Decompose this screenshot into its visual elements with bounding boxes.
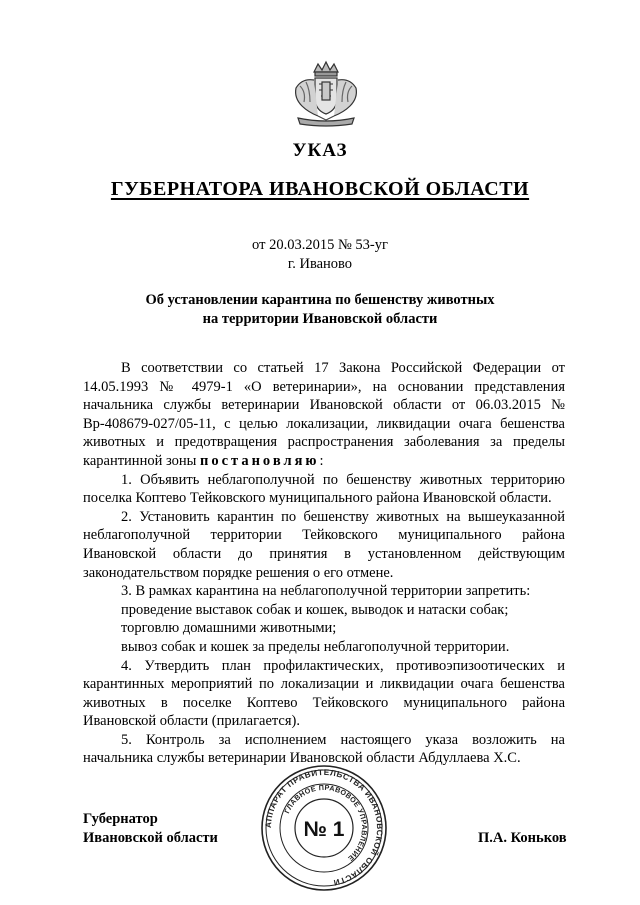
paragraph-2: 2. Установить карантин по бешенству животных на вышеуказанной неблагополучной территории Тейковского муниципального района Ивановской области до принятия в установленном действующим законодательством порядке решения о его отмене. bbox=[83, 508, 565, 581]
signatory-position bbox=[83, 810, 218, 848]
paragraph-1: 1. Объявить неблагополучной по бешенству животных территорию поселка Коптево Тейковского муниципального района Ивановской области. bbox=[83, 471, 565, 507]
decree-city: г. Иваново bbox=[287, 256, 353, 272]
signatory-position-line-2: Ивановской области bbox=[83, 830, 218, 846]
decree-title: УКАЗ bbox=[292, 140, 348, 161]
decree-colon: : bbox=[319, 452, 324, 469]
decree-subject-line-2: на территории Ивановской области bbox=[202, 311, 438, 327]
stamp-number: № 1 bbox=[303, 818, 345, 841]
preamble-paragraph bbox=[83, 359, 565, 471]
decree-subject-line-1: Об установлении карантина по бешенству животных bbox=[145, 292, 495, 308]
coat-of-arms-icon bbox=[288, 58, 364, 128]
prohibition-item: проведение выставок собак и кошек, выводок и натаски собак; bbox=[121, 601, 509, 618]
stamp-outer-text: АППАРАТ ПРАВИТЕЛЬСТВА ИВАНОВСКОЙ ОБЛАСТИ bbox=[263, 767, 385, 888]
decree-body bbox=[83, 359, 565, 768]
decree-date-number: от 20.03.2015 № 53-уг bbox=[252, 237, 388, 253]
signatory-name: П.А. Коньков bbox=[478, 830, 567, 846]
paragraph-4: 4. Утвердить план профилактических, противоэпизоотических и карантинных мероприятий по локализации и ликвидации очага бешенства животных в поселке Коптево Тейковского муниципального района Ивановской области (прилагается). bbox=[83, 657, 565, 730]
preamble-text: В соответствии со статьей 17 Закона Российской Федерации от 14.05.1993 № 4979-1 «О ветеринарии», на основании представления начальника службы ветеринарии Ивановской области от 06.03.2015 № Вр-408679-027/05-11, с целью локализации, ликвидации очага бешенства животных и предотвращения распространения заболевания за пределы карантинной зоны bbox=[83, 360, 565, 469]
prohibition-item: торговлю домашними животными; bbox=[121, 620, 337, 637]
official-stamp bbox=[260, 764, 388, 892]
stamp-inner-text: ГЛАВНОЕ ПРАВОВОЕ УПРАВЛЕНИЕ bbox=[282, 782, 370, 864]
paragraph-5: 5. Контроль за исполнением настоящего указа возложить на начальника службы ветеринарии Ивановской области Абдуллаева Х.С. bbox=[83, 731, 565, 767]
prohibition-item: вывоз собак и кошек за пределы неблагополучной территории. bbox=[121, 638, 510, 655]
decree-word: постановляю bbox=[199, 452, 320, 469]
paragraph-3: 3. В рамках карантина на неблагополучной территории запретить: bbox=[121, 583, 531, 600]
decree-authority: ГУБЕРНАТОРА ИВАНОВСКОЙ ОБЛАСТИ bbox=[110, 178, 530, 200]
signatory-position-line-1: Губернатор bbox=[83, 811, 158, 827]
